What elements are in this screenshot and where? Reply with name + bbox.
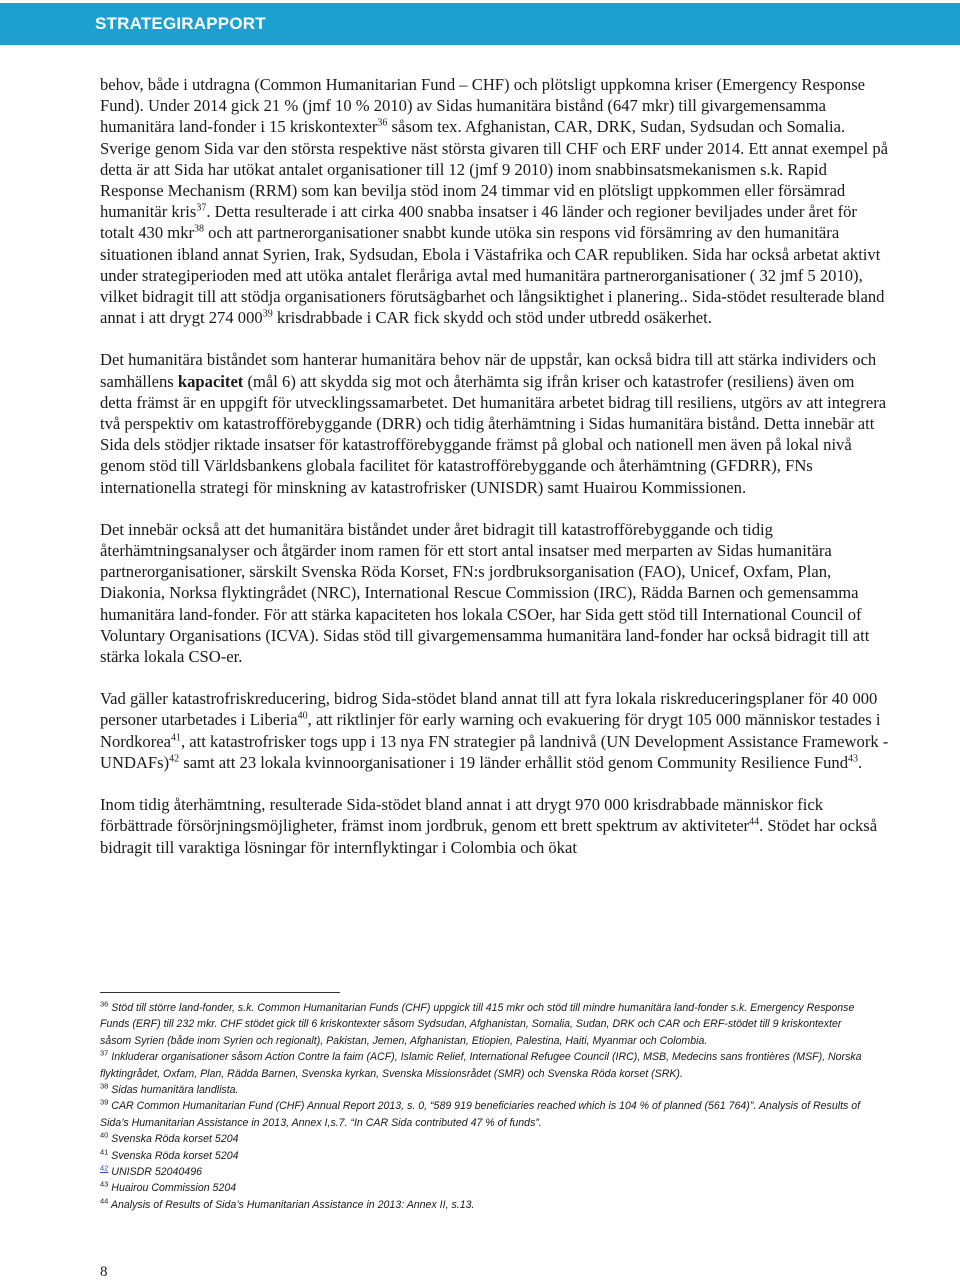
page-number: 8 <box>100 1264 108 1280</box>
body-paragraph <box>100 794 890 858</box>
footnote-text: Inkluderar organisationer såsom Action Contre la faim (ACF), Islamic Relief, International Refugee Council (IRC), MSB, Medecins sans frontières (MSF), Norska flyktingrådet, Oxfam, Plan, Rädda Barnen, Svenska kyrkan, Svenska Missionsrådet (SMR) och Svenska Röda korset (SRK). <box>100 1051 862 1080</box>
paragraph-text-run: och att partnerorganisationer snabbt kunde utöka sin respons vid försämring av den humanitära situationen ibland annat Syrien, Irak, Sydsudan, Ebola i Västafrika och CAR republiken. Sida har också arbetat aktivt under strategiperioden med att utöka antalet fleråriga avtal med humanitära partnerorganisationer ( 32 jmf 5 2010), vilket bidragit till att stödja organisationers förutsägbarhet och långsiktighet i planering.. Sida-stödet resulterade bland annat i att drygt 274 000 <box>100 223 885 328</box>
emphasized-term: kapacitet <box>177 371 244 391</box>
paragraph-text-run: krisdrabbade i CAR fick skydd och stöd under utbredd osäkerhet. <box>272 308 712 328</box>
paragraph-text-run: , att katastrofrisker togs upp i 13 nya FN strategier på landnivå (UN Development Assistance Framework - UNDAFs) <box>100 731 889 772</box>
paragraph-text-run: Det humanitära biståndet som hanterar humanitära behov när de uppstår, kan också bidra till att stärka individers och samhällens <box>100 350 877 391</box>
footnote-separator <box>100 992 340 993</box>
footnote-number: 38 <box>100 1081 109 1091</box>
footnote-number[interactable]: 42 <box>100 1163 109 1173</box>
footnote-number: 39 <box>100 1097 109 1107</box>
footnote <box>100 1197 870 1213</box>
footnote-reference[interactable]: 43 <box>848 753 859 765</box>
footnote-text: Sidas humanitära landlista. <box>111 1084 239 1097</box>
footnote <box>100 1164 870 1180</box>
paragraph-text-run: behov, både i utdragna (Common Humanitarian Fund – CHF) och plötsligt uppkomna kriser (Emergency Response Fund). Under 2014 gick 21 % (jmf 10 % 2010) av Sidas humanitära bistånd (647 mkr) till givargemensamma humanitära land-fonder i 15 kriskontexter <box>100 75 866 137</box>
footnote-reference[interactable]: 37 <box>196 202 207 214</box>
footnote-text: Stöd till större land-fonder, s.k. Common Humanitarian Funds (CHF) uppgick till 415 mkr och stöd till mindre humanitära land-fonder s.k. Emergency Response Funds (ERF) till 232 mkr. CHF stödet gick till 6 kriskontexter såsom Sydsudan, Afghanistan, Somalia, Sudan, DRK och CAR och ERF-stödet till 9 kriskontexter såsom Syrien (både inom Syrien och regionalt), Pakistan, Jemen, Afghanistan, Etiopien, Palestina, Haiti, Myanmar och Colombia. <box>100 1002 855 1047</box>
paragraph-text-run: . <box>858 752 863 772</box>
body-text <box>100 74 890 879</box>
paragraph-text-run: såsom tex. Afghanistan, CAR, DRK, Sudan, Sydsudan och Somalia. Sverige genom Sida var den största respektive näst största givaren till CHF och ERF under 2014. Ett annat exempel på detta är att Sida har utökat antalet organisationer till 12 (jmf 9 2010) inom snabbinsatsmekanismen s.k. Rapid Response Mechanism (RRM) som kan bevilja stöd inom 24 timmar vid en plötsligt uppkommen eller försämrad humanitär kris <box>100 117 889 222</box>
paragraph-text-run: . Stödet har också bidragit till varaktiga lösningar för internflyktingar i Colombia och ökat <box>100 816 878 857</box>
footnote-text: Svenska Röda korset 5204 <box>111 1149 239 1162</box>
paragraph-text-run: samt att 23 lokala kvinnoorganisationer i 19 länder erhållit stöd genom Community Resilience Fund <box>179 752 849 772</box>
paragraph-text-run: Vad gäller katastrofriskreducering, bidrog Sida-stödet bland annat till att fyra lokala riskreduceringsplaner för 40 000 personer utarbetades i Liberia <box>100 689 878 730</box>
footnote-reference[interactable]: 38 <box>194 223 205 235</box>
paragraph-text-run: Inom tidig återhämtning, resulterade Sida-stödet bland annat i att drygt 970 000 krisdrabbade människor fick förbättrade försörjningsmöjligheter, främst inom jordbruk, genom ett brett spektrum av aktiviteter <box>100 795 824 836</box>
body-paragraph <box>100 349 890 497</box>
footnote-number: 37 <box>100 1048 109 1058</box>
footnote <box>100 1131 870 1147</box>
body-paragraph <box>100 519 890 667</box>
footnote-text: Analysis of Results of Sida’s Humanitarian Assistance in 2013: Annex II, s.13. <box>110 1198 475 1211</box>
footnote-number: 44 <box>100 1196 109 1206</box>
footnote-text: Huairou Commission 5204 <box>111 1182 237 1195</box>
footnote-reference[interactable]: 44 <box>749 816 760 828</box>
footnote-number: 41 <box>100 1147 109 1157</box>
report-header-bar <box>0 3 960 45</box>
footnote-reference[interactable]: 36 <box>377 117 388 129</box>
footnote-reference[interactable]: 40 <box>297 710 308 722</box>
footnote-reference[interactable]: 39 <box>262 308 273 320</box>
report-header-title: STRATEGIRAPPORT <box>95 14 266 33</box>
footnote <box>100 1082 870 1098</box>
footnote-reference[interactable]: 41 <box>170 732 181 744</box>
body-paragraph <box>100 74 890 328</box>
footnotes <box>100 1000 870 1213</box>
body-paragraph <box>100 688 890 773</box>
paragraph-text-run: , att riktlinjer för early warning och evakuering för drygt 105 000 människor testades i Nordkorea <box>100 710 881 751</box>
footnote-number: 36 <box>100 999 109 1009</box>
footnote-text: Svenska Röda korset 5204 <box>111 1133 239 1146</box>
footnote-number: 40 <box>100 1130 109 1140</box>
paragraph-text-run: (mål 6) att skydda sig mot och återhämta sig ifrån kriser och katastrofer (resiliens) även om detta främst är en uppgift för utvecklingssamarbetet. Det humanitära arbetet bidrag till resiliens, utgörs av att integrera två perspektiv om katastrofförebyggande (DRR) och tidig återhämtning i Sidas humanitära bistånd. Detta innebär att Sida dels stödjer riktade insatser för katastrofförebyggande främst på global och nationell men även på lokal nivå genom stöd till Världsbankens globala facilitet för katastrofförebyggande och återhämtning (GFDRR), FNs internationella strategi för minskning av katastrofrisker (UNISDR) samt Huairou Kommissionen. <box>100 371 887 497</box>
paragraph-text-run: . Detta resulterade i att cirka 400 snabba insatser i 46 länder och regioner beviljades under året för totalt 430 mkr <box>100 202 857 243</box>
footnote-text: CAR Common Humanitarian Fund (CHF) Annual Report 2013, s. 0, “589 919 beneficiaries reached which is 104 % of planned (561 764)”. Analysis of Results of Sida’s Humanitarian Assistance in 2013, Annex I,s.7. “In CAR Sida contributed 47 % of funds”. <box>100 1100 861 1129</box>
footnote-reference[interactable]: 42 <box>169 753 180 765</box>
footnote-text: UNISDR 52040496 <box>111 1166 202 1179</box>
footnote <box>100 1049 870 1082</box>
paragraph-text-run: Det innebär också att det humanitära biståndet under året bidragit till katastrofförebyggande och tidig återhämtningsanalyser och åtgärder inom ramen för ett stort antal insatser med merparten av Sidas humanitära partnerorganisationer, särskilt Svenska Röda Korset, FN:s jordbruksorganisation (FAO), Unicef, Oxfam, Plan, Diakonia, Norksa flyktingrådet (NRC), International Rescue Commission (IRC), Rädda Barnen och gemensamma humanitära land-fonder. För att stärka kapaciteten hos lokala CSOer, har Sida gett stöd till International Council of Voluntary Organisations (ICVA). Sidas stöd till givargemensamma humanitära land-fonder har också bidragit till att stärka lokala CSO-er. <box>100 519 870 667</box>
footnote <box>100 1000 870 1049</box>
footnote-number: 43 <box>100 1179 109 1189</box>
footnote <box>100 1098 870 1131</box>
footnote <box>100 1148 870 1164</box>
footnote <box>100 1180 870 1196</box>
